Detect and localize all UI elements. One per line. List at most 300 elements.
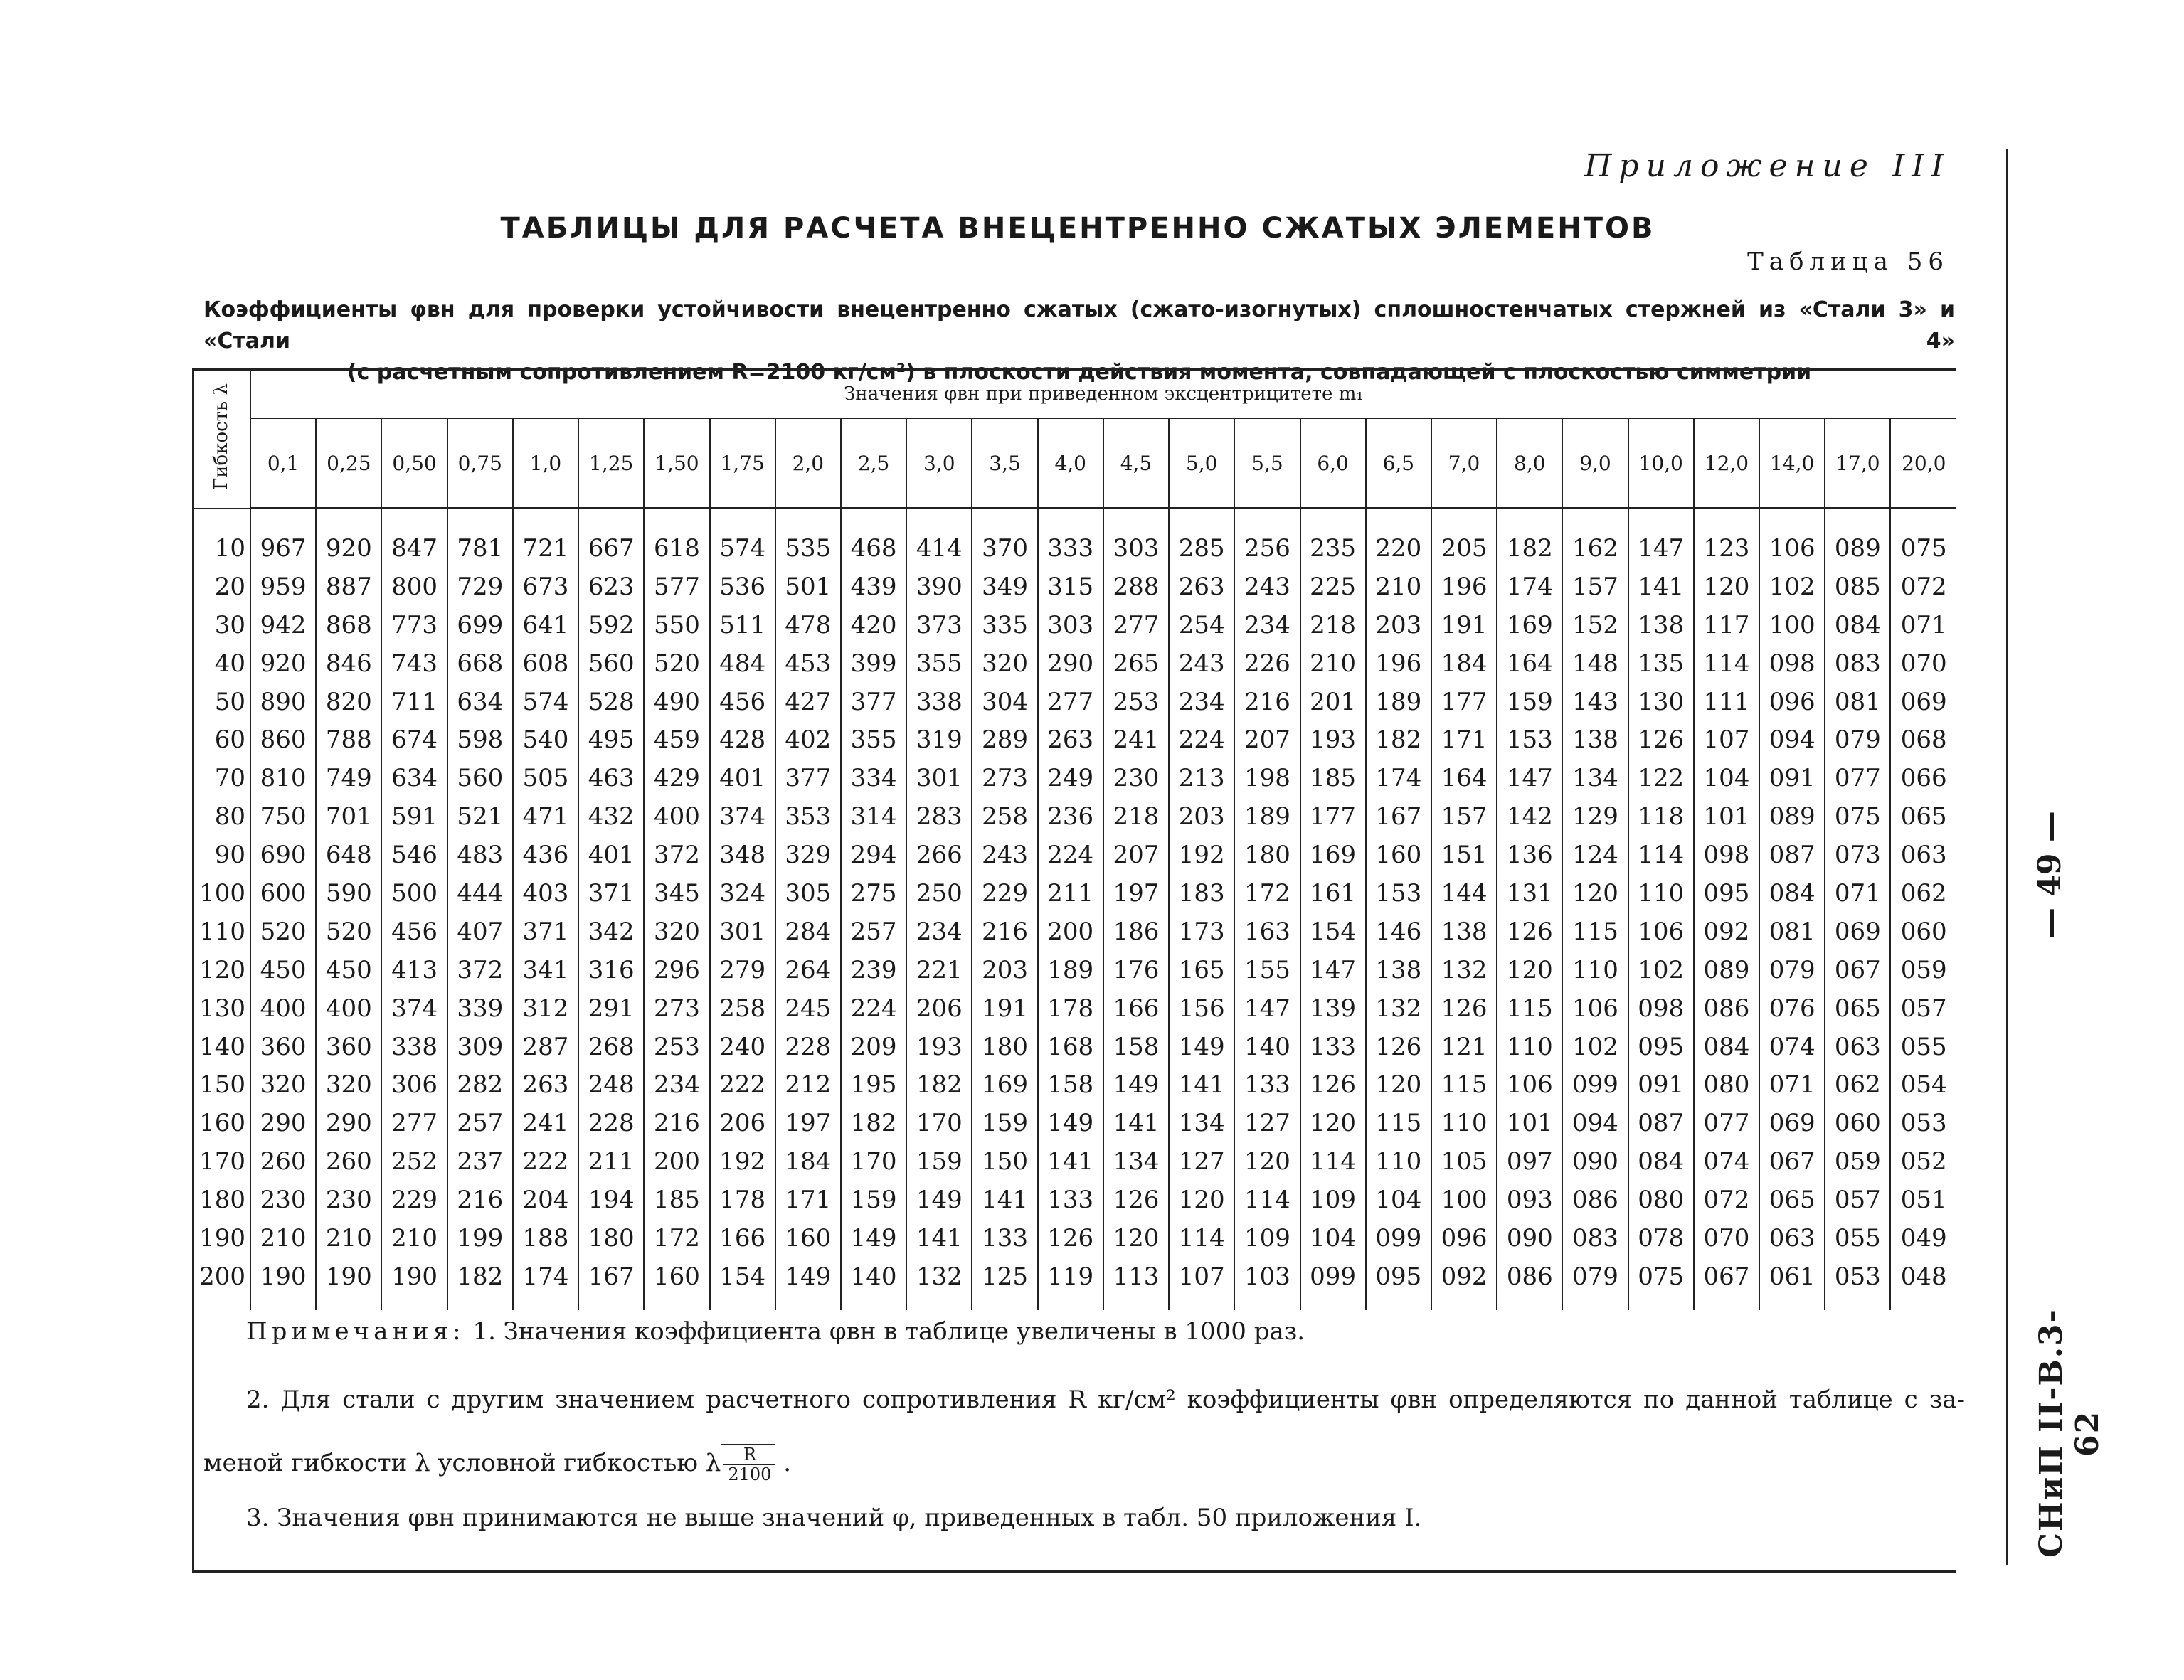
value-cell: 201: [1300, 683, 1366, 721]
value-cell: 169: [1300, 836, 1366, 874]
value-cell: 190: [250, 1258, 316, 1310]
value-cell: 067: [1759, 1142, 1825, 1181]
value-cell: 216: [1234, 683, 1300, 721]
value-cell: 301: [710, 913, 775, 951]
value-cell: 173: [1169, 913, 1234, 951]
eccentricity-col-header: 0,1: [250, 418, 316, 509]
lambda-cell: 100: [199, 878, 245, 908]
note-2-continued: меной гибкости λ условной гибкостью λ $\frac{R}{2100}$ .: [203, 1445, 792, 1484]
value-cell: 521: [447, 797, 513, 836]
value-cell: 095: [1366, 1258, 1431, 1310]
value-cell: 152: [1562, 606, 1628, 644]
value-cell: 127: [1169, 1142, 1234, 1181]
value-cell: 109: [1234, 1219, 1300, 1258]
value-cell: 235: [1300, 509, 1366, 568]
lambda-cell: 10: [214, 533, 245, 563]
value-cell: 120: [1169, 1181, 1234, 1219]
value-cell: 115: [1431, 1065, 1497, 1104]
value-cell: 166: [1103, 989, 1169, 1028]
value-cell: 070: [1694, 1219, 1759, 1258]
value-cell: 258: [710, 989, 775, 1028]
value-cell: 114: [1234, 1181, 1300, 1219]
value-cell: 102: [1562, 1028, 1628, 1066]
value-cell: 218: [1300, 606, 1366, 644]
value-cell: 401: [578, 836, 644, 874]
value-cell: 920: [316, 509, 381, 568]
value-cell: 868: [316, 606, 381, 644]
value-cell: 277: [1103, 606, 1169, 644]
value-cell: 093: [1497, 1181, 1562, 1219]
value-cell: 290: [250, 1104, 316, 1142]
value-cell: 413: [381, 951, 447, 989]
value-cell: 075: [1825, 797, 1890, 836]
value-cell: 234: [1234, 606, 1300, 644]
lambda-cell: 50: [214, 687, 245, 716]
value-cell: 071: [1890, 606, 1956, 644]
value-cell: 164: [1431, 759, 1497, 797]
value-cell: 107: [1169, 1258, 1234, 1310]
value-cell: 067: [1694, 1258, 1759, 1310]
eccentricity-col-header: 17,0: [1825, 418, 1890, 509]
value-cell: 444: [447, 874, 513, 913]
value-cell: 285: [1169, 509, 1234, 568]
value-cell: 071: [1825, 874, 1890, 913]
value-cell: 887: [316, 568, 381, 606]
value-cell: 114: [1628, 836, 1694, 874]
value-cell: 279: [710, 951, 775, 989]
value-cell: 174: [513, 1258, 578, 1310]
value-cell: 089: [1694, 951, 1759, 989]
value-cell: 200: [644, 1142, 709, 1181]
bottom-rule: [192, 1570, 1956, 1573]
value-cell: 701: [316, 797, 381, 836]
value-cell: 180: [972, 1028, 1037, 1066]
value-cell: 055: [1825, 1219, 1890, 1258]
value-cell: 160: [644, 1258, 709, 1310]
value-cell: 690: [250, 836, 316, 874]
value-cell: 860: [250, 721, 316, 759]
value-cell: 428: [710, 721, 775, 759]
value-cell: 084: [1759, 874, 1825, 913]
value-cell: 540: [513, 721, 578, 759]
value-cell: 320: [972, 644, 1037, 683]
value-cell: 110: [1628, 874, 1694, 913]
value-cell: 133: [1300, 1028, 1366, 1066]
value-cell: 094: [1759, 721, 1825, 759]
value-cell: 140: [841, 1258, 906, 1310]
value-cell: 306: [381, 1065, 447, 1104]
value-cell: 252: [381, 1142, 447, 1181]
value-cell: 229: [972, 874, 1037, 913]
value-cell: 210: [1366, 568, 1431, 606]
value-cell: 204: [513, 1181, 578, 1219]
value-cell: 266: [906, 836, 972, 874]
value-cell: 113: [1103, 1258, 1169, 1310]
value-cell: 124: [1562, 836, 1628, 874]
value-cell: 729: [447, 568, 513, 606]
value-cell: 203: [972, 951, 1037, 989]
value-cell: 060: [1890, 913, 1956, 951]
value-cell: 320: [250, 1065, 316, 1104]
value-cell: 077: [1825, 759, 1890, 797]
value-cell: 169: [972, 1065, 1037, 1104]
value-cell: 176: [1103, 951, 1169, 989]
value-cell: 400: [316, 989, 381, 1028]
value-cell: 182: [906, 1065, 972, 1104]
value-cell: 132: [1366, 989, 1431, 1028]
value-cell: 353: [775, 797, 841, 836]
value-cell: 249: [1038, 759, 1103, 797]
value-cell: 648: [316, 836, 381, 874]
value-cell: 066: [1890, 759, 1956, 797]
value-cell: 065: [1759, 1181, 1825, 1219]
value-cell: 429: [644, 759, 709, 797]
value-cell: 092: [1694, 913, 1759, 951]
value-cell: 241: [513, 1104, 578, 1142]
value-cell: 072: [1890, 568, 1956, 606]
value-cell: 057: [1890, 989, 1956, 1028]
value-cell: 560: [447, 759, 513, 797]
value-cell: 083: [1825, 644, 1890, 683]
value-cell: 483: [447, 836, 513, 874]
value-cell: 084: [1694, 1028, 1759, 1066]
value-cell: 095: [1628, 1028, 1694, 1066]
value-cell: 148: [1562, 644, 1628, 683]
value-cell: 087: [1759, 836, 1825, 874]
value-cell: 126: [1497, 913, 1562, 951]
table-row: [192, 1104, 1956, 1142]
value-cell: 161: [1300, 874, 1366, 913]
value-cell: 528: [578, 683, 644, 721]
value-cell: 062: [1890, 874, 1956, 913]
value-cell: 129: [1562, 797, 1628, 836]
value-cell: 141: [1169, 1065, 1234, 1104]
value-cell: 107: [1694, 721, 1759, 759]
value-cell: 160: [1366, 836, 1431, 874]
value-cell: 114: [1300, 1142, 1366, 1181]
value-cell: 172: [644, 1219, 709, 1258]
value-cell: 144: [1431, 874, 1497, 913]
value-cell: 355: [906, 644, 972, 683]
value-cell: 065: [1825, 989, 1890, 1028]
value-cell: 159: [1497, 683, 1562, 721]
table-row: [192, 874, 1956, 913]
value-cell: 067: [1825, 951, 1890, 989]
value-cell: 210: [316, 1219, 381, 1258]
value-cell: 053: [1825, 1258, 1890, 1310]
value-cell: 157: [1431, 797, 1497, 836]
eccentricity-col-header: 6,0: [1300, 418, 1366, 509]
value-cell: 061: [1759, 1258, 1825, 1310]
eccentricity-col-header: 2,0: [775, 418, 841, 509]
value-cell: 092: [1431, 1258, 1497, 1310]
eccentricity-col-header: 6,5: [1366, 418, 1431, 509]
value-cell: 138: [1628, 606, 1694, 644]
lambda-cell: 80: [214, 802, 245, 831]
value-cell: 222: [513, 1142, 578, 1181]
value-cell: 456: [710, 683, 775, 721]
value-cell: 263: [1038, 721, 1103, 759]
value-cell: 086: [1497, 1258, 1562, 1310]
value-cell: 264: [775, 951, 841, 989]
value-cell: 591: [381, 797, 447, 836]
value-cell: 186: [1103, 913, 1169, 951]
value-cell: 052: [1890, 1142, 1956, 1181]
value-cell: 355: [841, 721, 906, 759]
value-cell: 096: [1759, 683, 1825, 721]
value-cell: 060: [1825, 1104, 1890, 1142]
value-cell: 141: [1103, 1104, 1169, 1142]
value-cell: 133: [1038, 1181, 1103, 1219]
value-cell: 206: [906, 989, 972, 1028]
lambda-cell: 20: [214, 572, 245, 601]
value-cell: 141: [906, 1219, 972, 1258]
value-cell: 574: [513, 683, 578, 721]
value-cell: 371: [578, 874, 644, 913]
value-cell: 268: [578, 1028, 644, 1066]
value-cell: 134: [1103, 1142, 1169, 1181]
value-cell: 200: [1038, 913, 1103, 951]
value-cell: 290: [316, 1104, 381, 1142]
lambda-cell: 180: [199, 1186, 245, 1215]
table-row: [192, 1219, 1956, 1258]
value-cell: 065: [1890, 797, 1956, 836]
value-cell: 120: [1103, 1219, 1169, 1258]
value-cell: 210: [250, 1219, 316, 1258]
value-cell: 153: [1497, 721, 1562, 759]
value-cell: 195: [841, 1065, 906, 1104]
value-cell: 309: [447, 1028, 513, 1066]
value-cell: 468: [841, 509, 906, 568]
value-cell: 250: [906, 874, 972, 913]
value-cell: 536: [710, 568, 775, 606]
value-cell: 403: [513, 874, 578, 913]
value-cell: 420: [841, 606, 906, 644]
value-cell: 207: [1234, 721, 1300, 759]
value-cell: 103: [1234, 1258, 1300, 1310]
table-row: [192, 1181, 1956, 1219]
lambda-cell: 40: [214, 649, 245, 678]
value-cell: 374: [381, 989, 447, 1028]
value-cell: 203: [1169, 797, 1234, 836]
value-cell: 800: [381, 568, 447, 606]
value-cell: 372: [644, 836, 709, 874]
lambda-cell: 190: [199, 1223, 245, 1253]
table-row: [192, 683, 1956, 721]
value-cell: 089: [1759, 797, 1825, 836]
value-cell: 072: [1694, 1181, 1759, 1219]
value-cell: 781: [447, 509, 513, 568]
value-cell: 550: [644, 606, 709, 644]
caption-line-2: (с расчетным сопротивлением R=2100 кг/см²) в плоскости действия момента, совпадающей с плоскостью симметрии: [346, 360, 1812, 385]
value-cell: 743: [381, 644, 447, 683]
note-2: 2. Для стали с другим значением расчетного сопротивления R кг/см² коэффициенты φвн определяются по данной таблице с за-: [246, 1386, 1965, 1414]
value-cell: 377: [775, 759, 841, 797]
value-cell: 847: [381, 509, 447, 568]
value-cell: 149: [841, 1219, 906, 1258]
value-cell: 520: [644, 644, 709, 683]
value-cell: 211: [578, 1142, 644, 1181]
value-cell: 069: [1890, 683, 1956, 721]
value-cell: 158: [1103, 1028, 1169, 1066]
value-cell: 126: [1628, 721, 1694, 759]
note-3: 3. Значения φвн принимаются не выше значений φ, приведенных в табл. 50 приложения I.: [246, 1504, 1422, 1532]
value-cell: 248: [578, 1065, 644, 1104]
value-cell: 139: [1300, 989, 1366, 1028]
value-cell: 110: [1366, 1142, 1431, 1181]
value-cell: 126: [1038, 1219, 1103, 1258]
value-cell: 338: [906, 683, 972, 721]
table-row: [192, 1142, 1956, 1181]
value-cell: 184: [1431, 644, 1497, 683]
page-number: — 49 —: [2032, 811, 2068, 939]
table-row: [192, 606, 1956, 644]
value-cell: 287: [513, 1028, 578, 1066]
value-cell: 439: [841, 568, 906, 606]
value-cell: 189: [1366, 683, 1431, 721]
value-cell: 959: [250, 568, 316, 606]
value-cell: 229: [381, 1181, 447, 1219]
value-cell: 490: [644, 683, 709, 721]
value-cell: 303: [1103, 509, 1169, 568]
value-cell: 069: [1825, 913, 1890, 951]
value-cell: 333: [1038, 509, 1103, 568]
table-row: [192, 721, 1956, 759]
value-cell: 077: [1694, 1104, 1759, 1142]
value-cell: 456: [381, 913, 447, 951]
value-cell: 253: [644, 1028, 709, 1066]
value-cell: 101: [1694, 797, 1759, 836]
value-cell: 127: [1234, 1104, 1300, 1142]
value-cell: 115: [1366, 1104, 1431, 1142]
value-cell: 241: [1103, 721, 1169, 759]
lambda-cell: 200: [199, 1262, 245, 1291]
value-cell: 171: [775, 1181, 841, 1219]
value-cell: 478: [775, 606, 841, 644]
value-cell: 164: [1497, 644, 1562, 683]
value-cell: 115: [1562, 913, 1628, 951]
value-cell: 074: [1694, 1142, 1759, 1181]
value-cell: 114: [1169, 1219, 1234, 1258]
value-cell: 234: [1169, 683, 1234, 721]
value-cell: 329: [775, 836, 841, 874]
value-cell: 608: [513, 644, 578, 683]
value-cell: 213: [1169, 759, 1234, 797]
value-cell: 349: [972, 568, 1037, 606]
value-cell: 106: [1497, 1065, 1562, 1104]
value-cell: 668: [447, 644, 513, 683]
value-cell: 100: [1431, 1181, 1497, 1219]
value-cell: 290: [1038, 644, 1103, 683]
table-row: [192, 951, 1956, 989]
value-cell: 104: [1300, 1219, 1366, 1258]
coefficients-table: [192, 368, 1956, 1310]
value-cell: 414: [906, 509, 972, 568]
value-cell: 273: [644, 989, 709, 1028]
value-cell: 209: [841, 1028, 906, 1066]
value-cell: 345: [644, 874, 709, 913]
value-cell: 048: [1890, 1258, 1956, 1310]
group-header: Значения φвн при приведенном эксцентрицитете m₁: [250, 370, 1956, 419]
value-cell: 265: [1103, 644, 1169, 683]
value-cell: 324: [710, 874, 775, 913]
value-cell: 400: [250, 989, 316, 1028]
lambda-cell: 120: [199, 955, 245, 984]
value-cell: 225: [1300, 568, 1366, 606]
value-cell: 180: [578, 1219, 644, 1258]
value-cell: 711: [381, 683, 447, 721]
value-cell: 159: [972, 1104, 1037, 1142]
value-cell: 095: [1694, 874, 1759, 913]
value-cell: 091: [1759, 759, 1825, 797]
value-cell: 130: [1628, 683, 1694, 721]
value-cell: 097: [1497, 1142, 1562, 1181]
value-cell: 427: [775, 683, 841, 721]
value-cell: 100: [1759, 606, 1825, 644]
eccentricity-col-header: 4,0: [1038, 418, 1103, 509]
value-cell: 197: [1103, 874, 1169, 913]
value-cell: 289: [972, 721, 1037, 759]
value-cell: 243: [972, 836, 1037, 874]
value-cell: 432: [578, 797, 644, 836]
table-row: [192, 989, 1956, 1028]
value-cell: 495: [578, 721, 644, 759]
value-cell: 220: [1366, 509, 1431, 568]
table-row: [192, 913, 1956, 951]
value-cell: 140: [1234, 1028, 1300, 1066]
value-cell: 123: [1694, 509, 1759, 568]
value-cell: 051: [1890, 1181, 1956, 1219]
value-cell: 141: [1038, 1142, 1103, 1181]
value-cell: 185: [644, 1181, 709, 1219]
value-cell: 070: [1890, 644, 1956, 683]
value-cell: 054: [1890, 1065, 1956, 1104]
table-body: [192, 509, 1956, 1310]
value-cell: 338: [381, 1028, 447, 1066]
value-cell: 222: [710, 1065, 775, 1104]
value-cell: 463: [578, 759, 644, 797]
value-cell: 078: [1628, 1219, 1694, 1258]
value-cell: 773: [381, 606, 447, 644]
value-cell: 147: [1234, 989, 1300, 1028]
value-cell: 094: [1562, 1104, 1628, 1142]
value-cell: 099: [1300, 1258, 1366, 1310]
value-cell: 053: [1890, 1104, 1956, 1142]
value-cell: 121: [1431, 1028, 1497, 1066]
value-cell: 320: [316, 1065, 381, 1104]
value-cell: 156: [1169, 989, 1234, 1028]
value-cell: 083: [1562, 1219, 1628, 1258]
value-cell: 234: [644, 1065, 709, 1104]
value-cell: 194: [578, 1181, 644, 1219]
appendix-label: Приложение III: [1584, 148, 1951, 184]
page-title: ТАБЛИЦЫ ДЛЯ РАСЧЕТА ВНЕЦЕНТРЕННО СЖАТЫХ ЭЛЕМЕНТОВ: [500, 212, 1655, 245]
value-cell: 104: [1366, 1181, 1431, 1219]
value-cell: 218: [1103, 797, 1169, 836]
value-cell: 120: [1497, 951, 1562, 989]
value-cell: 243: [1169, 644, 1234, 683]
value-cell: 373: [906, 606, 972, 644]
value-cell: 721: [513, 509, 578, 568]
eccentricity-col-header: 0,50: [381, 418, 447, 509]
value-cell: 520: [250, 913, 316, 951]
value-cell: 319: [906, 721, 972, 759]
value-cell: 196: [1431, 568, 1497, 606]
value-cell: 183: [1169, 874, 1234, 913]
value-cell: 184: [775, 1142, 841, 1181]
value-cell: 134: [1562, 759, 1628, 797]
value-cell: 151: [1431, 836, 1497, 874]
